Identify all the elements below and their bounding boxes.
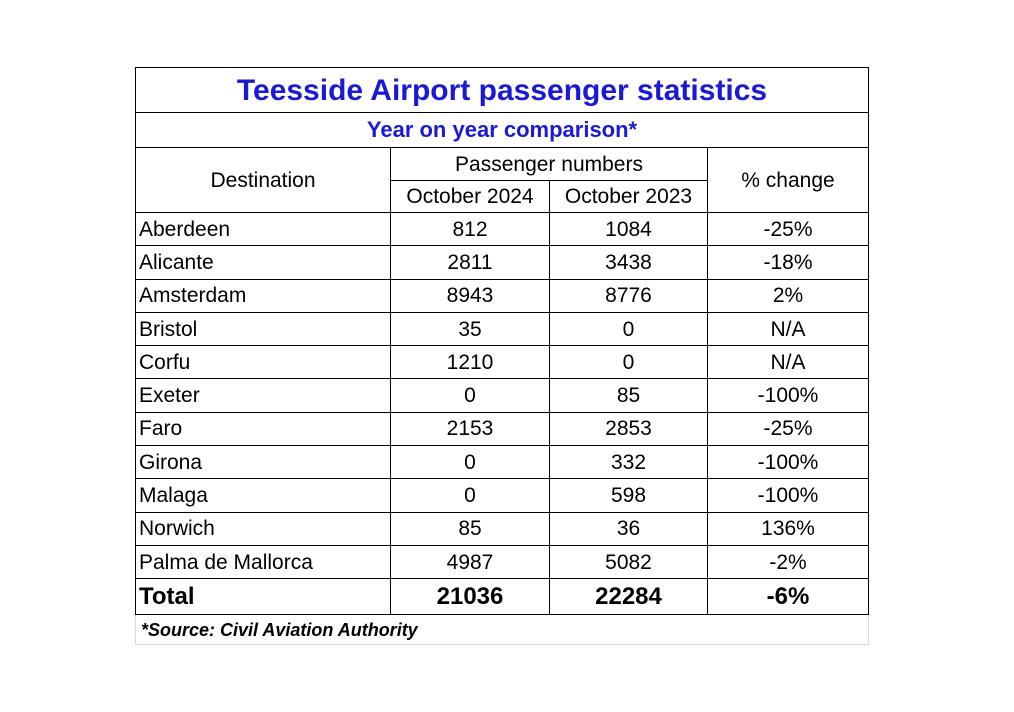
october-2024-header: October 2024 [391, 181, 550, 213]
header-row [136, 148, 869, 181]
source-row [136, 615, 869, 645]
table-title: Teesside Airport passenger statistics [136, 68, 869, 113]
oct-2024-cell: 2153 [391, 412, 550, 445]
change-cell: -100% [708, 379, 869, 412]
table-row [136, 479, 869, 512]
change-cell: -2% [708, 545, 869, 578]
change-cell: N/A [708, 312, 869, 345]
total-label: Total [136, 579, 391, 615]
oct-2023-cell: 36 [550, 512, 708, 545]
subtitle-row [136, 113, 869, 148]
source-note: *Source: Civil Aviation Authority [136, 615, 869, 645]
change-cell: 136% [708, 512, 869, 545]
oct-2024-cell: 0 [391, 379, 550, 412]
oct-2024-cell: 0 [391, 479, 550, 512]
oct-2023-cell: 1084 [550, 213, 708, 246]
oct-2023-cell: 85 [550, 379, 708, 412]
destination-cell: Amsterdam [136, 279, 391, 312]
table-row [136, 279, 869, 312]
destination-cell: Aberdeen [136, 213, 391, 246]
oct-2023-cell: 8776 [550, 279, 708, 312]
oct-2023-cell: 3438 [550, 246, 708, 279]
title-row [136, 68, 869, 113]
oct-2024-cell: 35 [391, 312, 550, 345]
destination-cell: Girona [136, 446, 391, 479]
change-cell: -25% [708, 412, 869, 445]
destination-cell: Malaga [136, 479, 391, 512]
change-cell: -25% [708, 213, 869, 246]
percent-change-header: % change [708, 148, 869, 213]
destination-cell: Norwich [136, 512, 391, 545]
change-cell: -100% [708, 446, 869, 479]
change-cell: -18% [708, 246, 869, 279]
destination-cell: Faro [136, 412, 391, 445]
oct-2024-cell: 812 [391, 213, 550, 246]
october-2023-header: October 2023 [550, 181, 708, 213]
oct-2024-cell: 1210 [391, 346, 550, 379]
oct-2024-cell: 0 [391, 446, 550, 479]
passenger-statistics-table [135, 67, 869, 645]
oct-2023-cell: 0 [550, 312, 708, 345]
total-oct-2023: 22284 [550, 579, 708, 615]
table-row [136, 412, 869, 445]
table-subtitle: Year on year comparison* [136, 113, 869, 148]
table-row [136, 213, 869, 246]
oct-2024-cell: 85 [391, 512, 550, 545]
oct-2024-cell: 2811 [391, 246, 550, 279]
table-row [136, 346, 869, 379]
table-row [136, 246, 869, 279]
oct-2023-cell: 332 [550, 446, 708, 479]
oct-2023-cell: 598 [550, 479, 708, 512]
change-cell: N/A [708, 346, 869, 379]
destination-cell: Corfu [136, 346, 391, 379]
table-row [136, 312, 869, 345]
passenger-numbers-header: Passenger numbers [391, 148, 708, 181]
destination-cell: Alicante [136, 246, 391, 279]
total-row [136, 579, 869, 615]
oct-2024-cell: 8943 [391, 279, 550, 312]
oct-2023-cell: 2853 [550, 412, 708, 445]
destination-cell: Exeter [136, 379, 391, 412]
change-cell: -100% [708, 479, 869, 512]
table-row [136, 512, 869, 545]
destination-header: Destination [136, 148, 391, 213]
table-row [136, 446, 869, 479]
table-row [136, 379, 869, 412]
total-change: -6% [708, 579, 869, 615]
change-cell: 2% [708, 279, 869, 312]
total-oct-2024: 21036 [391, 579, 550, 615]
oct-2023-cell: 0 [550, 346, 708, 379]
oct-2023-cell: 5082 [550, 545, 708, 578]
destination-cell: Bristol [136, 312, 391, 345]
table-row [136, 545, 869, 578]
destination-cell: Palma de Mallorca [136, 545, 391, 578]
oct-2024-cell: 4987 [391, 545, 550, 578]
